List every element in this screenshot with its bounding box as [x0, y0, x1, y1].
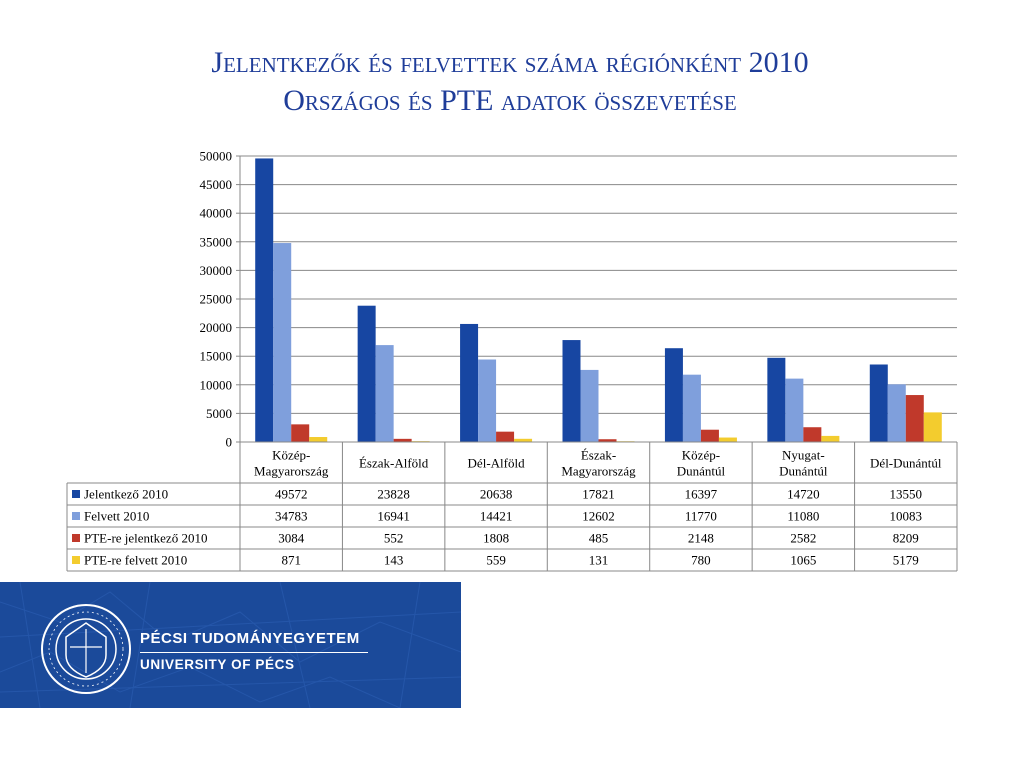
- bar: [581, 370, 599, 442]
- bar: [563, 340, 581, 442]
- bar: [460, 324, 478, 442]
- bar: [478, 360, 496, 442]
- bar: [309, 437, 327, 442]
- data-table-cell: 14421: [479, 508, 513, 524]
- category-label: Dunántúl: [676, 463, 726, 479]
- data-table-cell: 143: [383, 552, 404, 568]
- university-wordmark: [140, 630, 368, 672]
- legend-entry: Jelentkező 2010: [84, 486, 169, 502]
- category-label: Dél-Alföld: [467, 455, 525, 471]
- bar: [683, 375, 701, 442]
- y-tick-label: 50000: [199, 148, 232, 164]
- bar: [888, 384, 906, 442]
- bar: [376, 345, 394, 442]
- data-table-cell: 3084: [278, 530, 305, 546]
- data-table-cell: 1065: [790, 552, 817, 568]
- y-tick-label: 0: [225, 434, 232, 450]
- y-tick-label: 20000: [199, 320, 232, 336]
- bar: [924, 412, 942, 442]
- university-name-hu: PÉCSI TUDOMÁNYEGYETEM: [140, 630, 368, 653]
- university-name-en: UNIVERSITY OF PÉCS: [140, 657, 295, 672]
- bar: [255, 158, 273, 442]
- title-line-1: Jelentkezők és felvettek száma régiónként 2010: [211, 46, 809, 79]
- legend-key: [72, 490, 80, 498]
- category-label: Közép-: [681, 447, 721, 463]
- legend-key: [72, 512, 80, 520]
- university-seal-icon: [40, 603, 132, 695]
- data-table-cell: 12602: [582, 508, 615, 524]
- bar: [665, 348, 683, 442]
- data-table-cell: 23828: [377, 486, 410, 502]
- bar: [906, 395, 924, 442]
- data-table-cell: 8209: [892, 530, 919, 546]
- y-tick-label: 30000: [199, 262, 232, 278]
- data-table-cell: 14720: [787, 486, 820, 502]
- bar: [767, 358, 785, 442]
- title-line-2: Országos és PTE adatok összevetése: [283, 84, 737, 117]
- bar: [358, 306, 376, 442]
- data-table-cell: 552: [383, 530, 404, 546]
- y-tick-label: 5000: [206, 405, 232, 421]
- data-table-cell: 17821: [582, 486, 615, 502]
- y-tick-label: 10000: [199, 377, 232, 393]
- category-label: Észak-Alföld: [358, 455, 429, 471]
- data-table-cell: 34783: [274, 508, 308, 524]
- data-table-cell: 2582: [790, 530, 817, 546]
- data-table-cell: 1808: [483, 530, 510, 546]
- y-tick-label: 35000: [199, 234, 232, 250]
- data-table-cell: 871: [281, 552, 301, 568]
- y-tick-label: 45000: [199, 177, 232, 193]
- legend-entry: Felvett 2010: [84, 508, 150, 524]
- category-label: Magyarország: [254, 463, 329, 479]
- category-label: Magyarország: [561, 463, 636, 479]
- bar: [273, 243, 291, 442]
- bar: [719, 438, 737, 442]
- category-label: Dél-Dunántúl: [870, 455, 942, 471]
- legend-key: [72, 534, 80, 542]
- legend-key: [72, 556, 80, 564]
- legend-entry: PTE-re jelentkező 2010: [84, 530, 208, 546]
- data-table-cell: 16941: [377, 508, 410, 524]
- data-table-cell: 485: [588, 530, 609, 546]
- y-tick-label: 15000: [199, 348, 232, 364]
- data-table-cell: 559: [486, 552, 506, 568]
- data-table-cell: 16397: [684, 486, 718, 502]
- bar: [785, 379, 803, 442]
- bar: [870, 364, 888, 442]
- y-tick-label: 40000: [199, 205, 232, 221]
- data-table-cell: 11080: [787, 508, 820, 524]
- data-table-cell: 20638: [479, 486, 513, 502]
- category-label: Közép-: [272, 447, 311, 463]
- category-label: Észak-: [580, 447, 617, 463]
- category-label: Nyugat-: [782, 447, 825, 463]
- data-table-cell: 11770: [684, 508, 717, 524]
- data-table-cell: 13550: [889, 486, 923, 502]
- data-table-cell: 131: [588, 552, 609, 568]
- data-table-cell: 5179: [892, 552, 919, 568]
- data-table-cell: 49572: [274, 486, 308, 502]
- bar: [701, 430, 719, 442]
- data-table-cell: 2148: [687, 530, 714, 546]
- legend-entry: PTE-re felvett 2010: [84, 552, 188, 568]
- data-table-cell: 10083: [889, 508, 923, 524]
- bar: [803, 427, 821, 442]
- bar: [496, 432, 514, 442]
- bar: [291, 424, 309, 442]
- bar: [821, 436, 839, 442]
- category-label: Dunántúl: [779, 463, 828, 479]
- y-tick-label: 25000: [199, 291, 232, 307]
- data-table-cell: 780: [691, 552, 711, 568]
